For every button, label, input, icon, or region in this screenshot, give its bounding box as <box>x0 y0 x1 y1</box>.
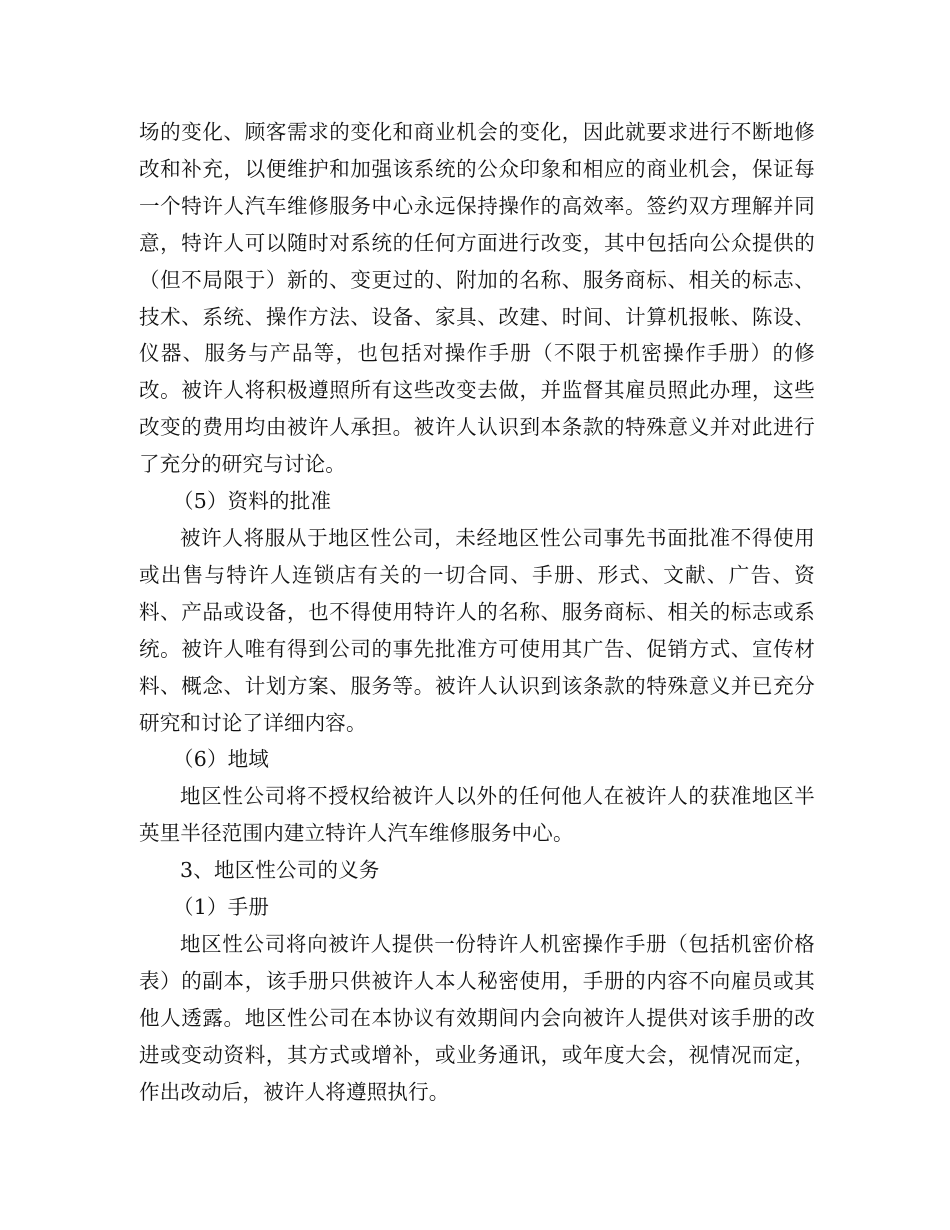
document-body <box>139 114 815 1110</box>
paragraph-territory: 地区性公司将不授权给被许人以外的任何他人在被许人的获准地区半英里半径范围内建立特许人汽车维修服务中心。 <box>139 784 815 846</box>
paragraph-data-approval: 被许人将服从于地区性公司，未经地区性公司事先书面批准不得使用或出售与特许人连锁店有关的一切合同、手册、形式、文献、广告、资料、产品或设备，也不得使用特许人的名称、服务商标、相关的标志或系统。被许人唯有得到公司的事先批准方可使用其广告、促销方式、宣传材料、概念、计划方案、服务等。被许人认识到该条款的特殊意义并已充分研究和讨论了详细内容。 <box>139 525 815 735</box>
section-heading-territory: （6）地域 <box>173 747 270 772</box>
paragraph-continuation: 场的变化、顾客需求的变化和商业机会的变化，因此就要求进行不断地修改和补充，以便维护和加强该系统的公众印象和相应的商业机会，保证每一个特许人汽车维修服务中心永远保持操作的高效率。签约双方理解并同意，特许人可以随时对系统的任何方面进行改变，其中包括向公众提供的（但不局限于）新的、变更过的、附加的名称、服务商标、相关的标志、技术、系统、操作方法、设备、家具、改建、时间、计算机报帐、陈设、仪器、服务与产品等，也包括对操作手册（不限于机密操作手册）的修改。被许人将积极遵照所有这些改变去做，并监督其雇员照此办理，这些改变的费用均由被许人承担。被许人认识到本条款的特殊意义并对此进行了充分的研究与讨论。 <box>139 120 815 477</box>
paragraph-manual: 地区性公司将向被许人提供一份特许人机密操作手册（包括机密价格表）的副本，该手册只供被许人本人秘密使用，手册的内容不向雇员或其他人透露。地区性公司在本协议有效期间内会向被许人提供对该手册的改进或变动资料，其方式或增补，或业务通讯，或年度大会，视情况而定，作出改动后，被许人将遵照执行。 <box>139 931 815 1104</box>
section-heading-data-approval: （5）资料的批准 <box>173 489 332 514</box>
section-heading-manual: （1）手册 <box>173 895 270 920</box>
section-heading-obligations: 3、地区性公司的义务 <box>180 858 380 883</box>
